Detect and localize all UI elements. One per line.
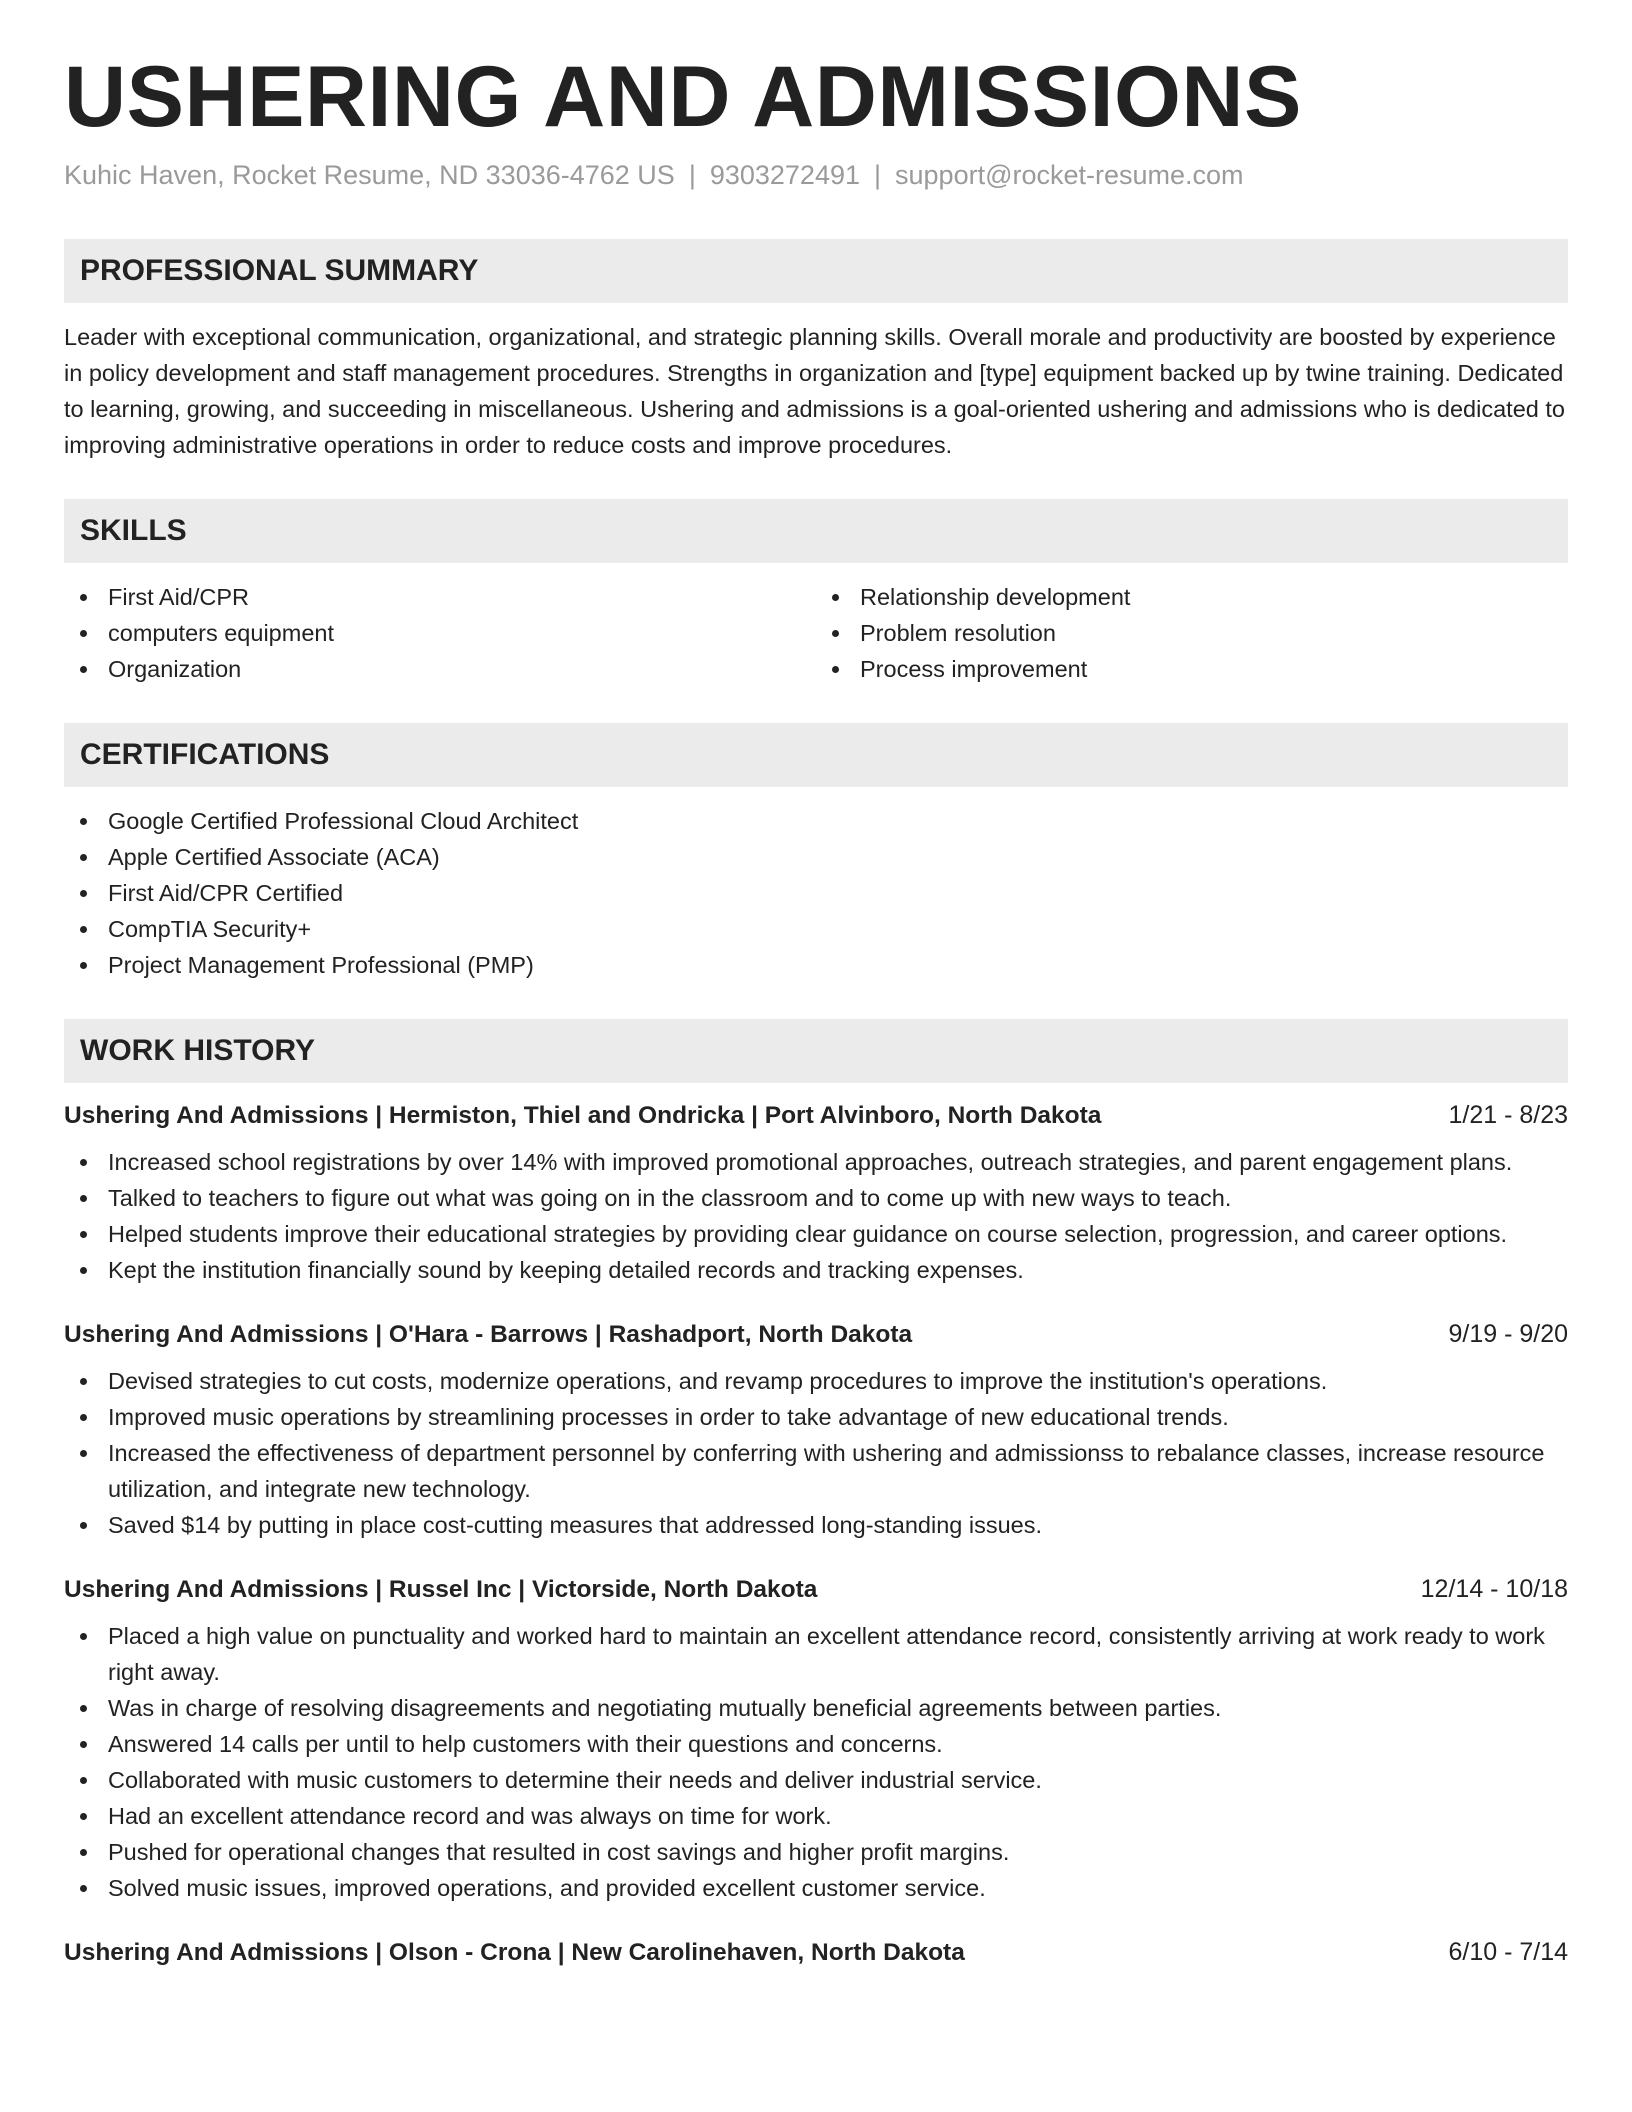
job-entry	[64, 1938, 1568, 1967]
job-header	[64, 1938, 1568, 1967]
job-dates: 6/10 - 7/14	[1448, 1938, 1568, 1967]
job-bullet: Answered 14 calls per until to help customers with their questions and concerns.	[64, 1726, 1568, 1762]
skill-item: Process improvement	[816, 651, 1568, 687]
job-bullet: Increased school registrations by over 14% with improved promotional approaches, outreach strategies, and parent engagement plans.	[64, 1144, 1568, 1180]
skills-list-right	[816, 579, 1568, 687]
job-bullet: Improved music operations by streamlining processes in order to take advantage of new educational trends.	[64, 1399, 1568, 1435]
job-bullet: Devised strategies to cut costs, modernize operations, and revamp procedures to improve the institution's operations.	[64, 1363, 1568, 1399]
skill-item: Organization	[64, 651, 816, 687]
certification-item: CompTIA Security+	[64, 911, 1568, 947]
skills-list-left	[64, 579, 816, 687]
certification-item: First Aid/CPR Certified	[64, 875, 1568, 911]
job-header	[64, 1101, 1568, 1130]
professional-summary-text: Leader with exceptional communication, organizational, and strategic planning skills. Overall morale and productivity are boosted by experience in policy development and staff management procedures. Strengths in organization and [type] equipment backed up by twine training. Dedicated to learning, growing, and succeeding in miscellaneous. Ushering and admissions is a goal-oriented ushering and admissions who is dedicated to improving administrative operations in order to reduce costs and improve procedures.	[64, 324, 1565, 459]
job-bullet: Helped students improve their educational strategies by providing clear guidance on course selection, progression, and career options.	[64, 1216, 1568, 1252]
section-header-summary: PROFESSIONAL SUMMARY	[64, 239, 1568, 303]
job-bullet: Solved music issues, improved operations, and provided excellent customer service.	[64, 1870, 1568, 1906]
job-bullet: Had an excellent attendance record and was always on time for work.	[64, 1798, 1568, 1834]
job-entry	[64, 1320, 1568, 1543]
skill-item: Relationship development	[816, 579, 1568, 615]
job-bullet: Pushed for operational changes that resulted in cost savings and higher profit margins.	[64, 1834, 1568, 1870]
section-header-certifications: CERTIFICATIONS	[64, 723, 1568, 787]
skill-item: First Aid/CPR	[64, 579, 816, 615]
job-title: Ushering And Admissions | Hermiston, Thiel and Ondricka | Port Alvinboro, North Dakota	[64, 1102, 1102, 1130]
skill-item: Problem resolution	[816, 615, 1568, 651]
job-dates: 1/21 - 8/23	[1448, 1101, 1568, 1130]
contact-address: Kuhic Haven, Rocket Resume, ND 33036-4762 US	[64, 160, 675, 191]
job-title: Ushering And Admissions | Olson - Crona | New Carolinehaven, North Dakota	[64, 1939, 965, 1967]
job-title: Ushering And Admissions | O'Hara - Barrows | Rashadport, North Dakota	[64, 1321, 913, 1349]
contact-separator: |	[688, 160, 696, 191]
job-dates: 12/14 - 10/18	[1420, 1575, 1568, 1604]
contact-separator: |	[874, 160, 882, 191]
job-bullets	[64, 1144, 1568, 1288]
job-header	[64, 1320, 1568, 1349]
job-title: Ushering And Admissions | Russel Inc | Victorside, North Dakota	[64, 1576, 818, 1604]
job-bullet: Was in charge of resolving disagreements and negotiating mutually beneficial agreements between parties.	[64, 1690, 1568, 1726]
job-entry	[64, 1575, 1568, 1906]
section-header-work-history: WORK HISTORY	[64, 1019, 1568, 1083]
contact-line	[64, 160, 1568, 191]
certification-item: Project Management Professional (PMP)	[64, 947, 1568, 983]
job-bullet: Increased the effectiveness of department personnel by conferring with ushering and admissionss to rebalance classes, increase resource utilization, and integrate new technology.	[64, 1435, 1568, 1507]
job-bullet: Collaborated with music customers to determine their needs and deliver industrial service.	[64, 1762, 1568, 1798]
job-bullets	[64, 1618, 1568, 1906]
job-bullet: Placed a high value on punctuality and worked hard to maintain an excellent attendance record, consistently arriving at work ready to work right away.	[64, 1618, 1568, 1690]
resume-name: USHERING AND ADMISSIONS	[64, 49, 1302, 145]
job-bullet: Kept the institution financially sound by keeping detailed records and tracking expenses.	[64, 1252, 1568, 1288]
skills-grid	[64, 563, 1568, 687]
contact-phone: 9303272491	[709, 160, 860, 191]
job-header	[64, 1575, 1568, 1604]
skill-item: computers equipment	[64, 615, 816, 651]
certifications-list	[64, 803, 1568, 983]
job-bullets	[64, 1363, 1568, 1543]
section-header-skills: SKILLS	[64, 499, 1568, 563]
certification-item: Google Certified Professional Cloud Architect	[64, 803, 1568, 839]
contact-email: support@rocket-resume.com	[895, 160, 1244, 191]
job-dates: 9/19 - 9/20	[1448, 1320, 1568, 1349]
certification-item: Apple Certified Associate (ACA)	[64, 839, 1568, 875]
job-entry	[64, 1101, 1568, 1288]
job-bullet: Saved $14 by putting in place cost-cutting measures that addressed long-standing issues.	[64, 1507, 1568, 1543]
job-bullet: Talked to teachers to figure out what was going on in the classroom and to come up with new ways to teach.	[64, 1180, 1568, 1216]
